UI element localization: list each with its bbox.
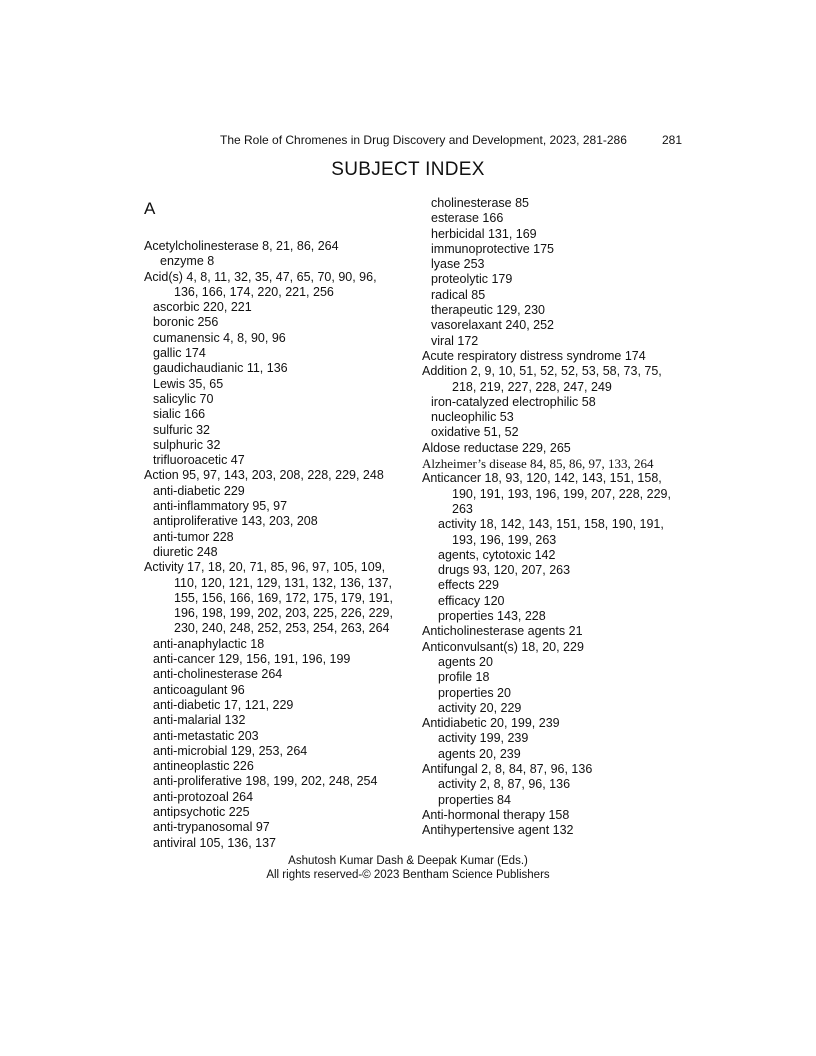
index-subentry: activity 2, 8, 87, 96, 136 [438, 777, 571, 792]
index-entry: Addition 2, 9, 10, 51, 52, 52, 53, 58, 73, 75, [422, 364, 662, 379]
index-entry: Acid(s) 4, 8, 11, 32, 35, 47, 65, 70, 90, 96, [144, 269, 377, 284]
section-letter: A [144, 199, 156, 218]
index-entry: Activity 17, 18, 20, 71, 85, 96, 97, 105, 109, [144, 560, 386, 575]
index-subentry: anti-malarial 132 [153, 713, 246, 728]
index-entry: Acute respiratory distress syndrome 174 [422, 348, 646, 363]
index-subentry: vasorelaxant 240, 252 [431, 318, 555, 333]
index-subentry: 263 [452, 501, 473, 516]
footer-copyright: All rights reserved-© 2023 Bentham Science Publishers [266, 869, 550, 881]
index-subentry: proteolytic 179 [431, 272, 513, 287]
index-subentry: 193, 196, 199, 263 [452, 532, 557, 547]
left-entries [144, 239, 414, 851]
index-subentry: anti-anaphylactic 18 [153, 636, 265, 651]
index-subentry: lyase 253 [431, 257, 485, 272]
index-entry: Acetylcholinesterase 8, 21, 86, 264 [144, 239, 339, 253]
index-subentry: Lewis 35, 65 [153, 376, 224, 391]
index-entry: Anti-hormonal therapy 158 [422, 807, 570, 822]
index-subentry: properties 84 [438, 792, 511, 807]
index-subentry: efficacy 120 [438, 593, 505, 608]
index-subentry: anti-tumor 228 [153, 529, 234, 544]
page-number: 281 [662, 133, 683, 147]
index-subentry: 196, 198, 199, 202, 203, 225, 226, 229, [174, 606, 393, 621]
index-entry: Antidiabetic 20, 199, 239 [422, 716, 560, 731]
index-subentry: salicylic 70 [153, 391, 214, 406]
index-subentry: ascorbic 220, 221 [153, 300, 252, 315]
index-entry: Antifungal 2, 8, 84, 87, 96, 136 [422, 761, 593, 776]
index-subentry: diuretic 248 [153, 544, 218, 559]
index-subentry: iron-catalyzed electrophilic 58 [431, 394, 596, 409]
index-subentry: 190, 191, 193, 196, 199, 207, 228, 229, [452, 486, 671, 501]
index-subentry: viral 172 [431, 333, 479, 348]
index-subentry: herbicidal 131, 169 [431, 226, 537, 241]
index-subentry: boronic 256 [153, 315, 219, 330]
index-subentry: properties 20 [438, 685, 511, 700]
index-subentry: sialic 166 [153, 407, 206, 422]
index-subentry: activity 20, 229 [438, 700, 522, 715]
index-subentry: oxidative 51, 52 [431, 425, 519, 440]
index-subentry: cholinesterase 85 [431, 196, 529, 210]
index-subentry: anti-metastatic 203 [153, 728, 259, 743]
index-subentry: agents 20 [438, 654, 493, 669]
index-entry: Anticholinesterase agents 21 [422, 624, 583, 639]
index-subentry: 155, 156, 166, 169, 172, 175, 179, 191, [174, 590, 393, 605]
index-subentry: immunoprotective 175 [431, 241, 554, 256]
index-subentry: 218, 219, 227, 228, 247, 249 [452, 379, 612, 394]
index-entry: Antihypertensive agent 132 [422, 823, 574, 838]
index-entry: Alzheimer’s disease 84, 85, 86, 97, 133, 264 [422, 456, 654, 472]
index-subentry: anti-microbial 129, 253, 264 [153, 743, 308, 758]
index-subentry: 110, 120, 121, 129, 131, 132, 136, 137, [174, 575, 393, 590]
index-subentry: properties 143, 228 [438, 609, 546, 624]
index-subentry: 230, 240, 248, 252, 253, 254, 263, 264 [174, 621, 390, 636]
index-subentry: activity 199, 239 [438, 731, 529, 746]
index-subentry: sulfuric 32 [153, 422, 210, 437]
index-subentry: activity 18, 142, 143, 151, 158, 190, 191, [438, 517, 664, 532]
index-subentry: anti-proliferative 198, 199, 202, 248, 254 [153, 774, 378, 789]
index-subentry: anti-diabetic 229 [153, 483, 245, 498]
index-subentry: anti-diabetic 17, 121, 229 [153, 697, 294, 712]
index-subentry: trifluoroacetic 47 [153, 453, 245, 468]
index-column-left [144, 196, 414, 851]
index-subentry: antiproliferative 143, 203, 208 [153, 514, 318, 529]
index-subentry: drugs 93, 120, 207, 263 [438, 563, 571, 578]
right-entries [422, 196, 692, 838]
index-subentry: 136, 166, 174, 220, 221, 256 [174, 284, 334, 299]
index-subentry: enzyme 8 [160, 254, 215, 269]
index-entry: Anticonvulsant(s) 18, 20, 229 [422, 639, 584, 654]
footer-editors: Ashutosh Kumar Dash & Deepak Kumar (Eds.) [288, 855, 528, 867]
index-subentry: effects 229 [438, 578, 499, 593]
index-subentry: agents 20, 239 [438, 746, 521, 761]
index-subentry: sulphuric 32 [153, 437, 221, 452]
index-subentry: anti-trypanosomal 97 [153, 820, 270, 835]
index-subentry: esterase 166 [431, 211, 504, 226]
index-subentry: antipsychotic 225 [153, 804, 250, 819]
index-subentry: gallic 174 [153, 346, 206, 361]
index-subentry: anti-cholinesterase 264 [153, 667, 283, 682]
index-subentry: nucleophilic 53 [431, 410, 514, 425]
header-title: The Role of Chromenes in Drug Discovery and Development, 2023, 281-286 [220, 133, 627, 147]
index-subentry: anti-inflammatory 95, 97 [153, 499, 288, 514]
index-subentry: antineoplastic 226 [153, 759, 254, 774]
index-subentry: anti-cancer 129, 156, 191, 196, 199 [153, 652, 351, 667]
index-entry: Aldose reductase 229, 265 [422, 440, 571, 455]
index-subentry: antiviral 105, 136, 137 [153, 835, 277, 850]
index-subentry: radical 85 [431, 287, 486, 302]
index-subentry: anti-protozoal 264 [153, 789, 254, 804]
index-subentry: agents, cytotoxic 142 [438, 547, 556, 562]
index-subentry: profile 18 [438, 670, 490, 685]
index-entry: Anticancer 18, 93, 120, 142, 143, 151, 158, [422, 471, 662, 486]
index-entry: Action 95, 97, 143, 203, 208, 228, 229, 248 [144, 468, 384, 483]
letter-spacer [144, 220, 414, 239]
index-title: SUBJECT INDEX [331, 159, 485, 180]
index-subentry: gaudichaudianic 11, 136 [153, 361, 288, 376]
index-column-right [422, 196, 692, 838]
index-subentry: anticoagulant 96 [153, 682, 245, 697]
index-subentry: cumanensic 4, 8, 90, 96 [153, 330, 286, 345]
index-subentry: therapeutic 129, 230 [431, 303, 545, 318]
